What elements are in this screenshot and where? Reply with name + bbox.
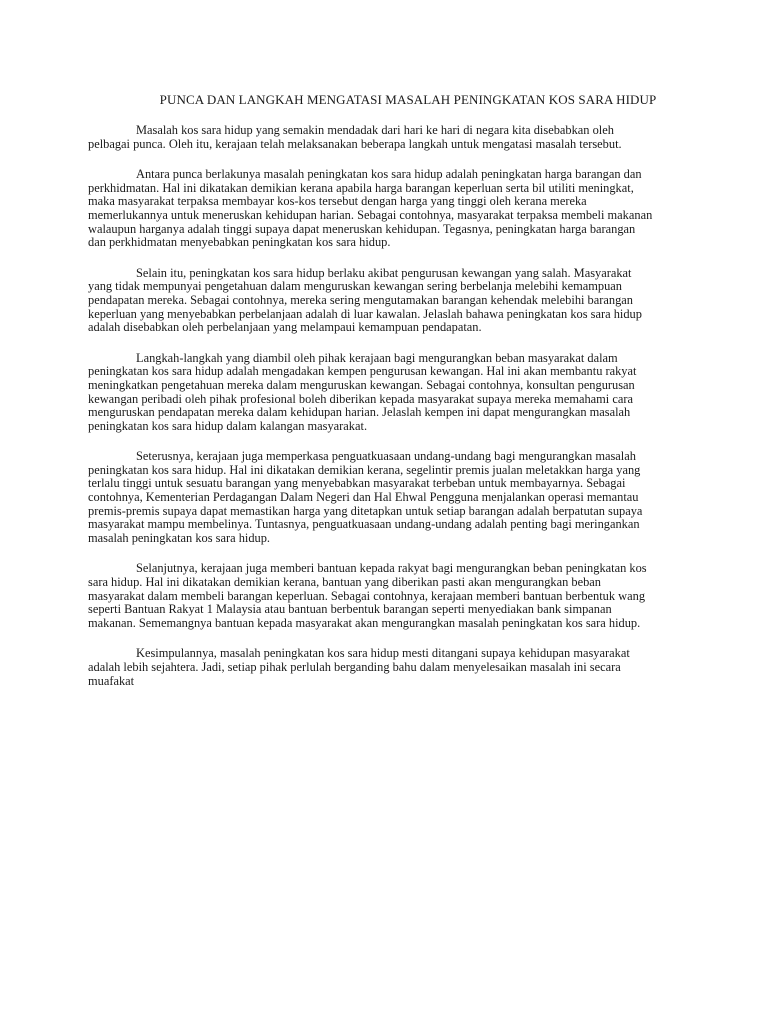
paragraph-step-law-enforcement: Seterusnya, kerajaan juga memperkasa penguatkuasaan undang-undang bagi mengurangkan masalah peningkatan kos sara hidup. Hal ini dikatakan demikian kerana, segelintir premis jualan meletakkan harga yang terlalu tinggi untuk sesuatu barangan yang menyebabkan masyarakat terbeban untuk membayarnya. Sebagai contohnya, Kementerian Perdagangan Dalam Negeri dan Hal Ehwal Pengguna menjalankan operasi memantau premis-premis supaya dapat memastikan harga yang ditetapkan untuk setiap barangan adalah berpatutan supaya masyarakat mampu membelinya. Tuntasnya, penguatkuasaan undang-undang adalah penting bagi meringankan masalah peningkatan kos sara hidup.	[88, 449, 643, 545]
paragraph-cause-financial-management: Selain itu, peningkatan kos sara hidup berlaku akibat pengurusan kewangan yang salah. Masyarakat yang tidak mempunyai pengetahuan dalam menguruskan kewangan sering berbelanja melebihi kemampuan pendapatan mereka. Sebagai contohnya, mereka sering mengutamakan barangan kehendak melebihi barangan keperluan yang menyebabkan perbelanjaan adalah di luar kawalan. Jelaslah bahawa peningkatan kos sara hidup adalah disebabkan oleh perbelanjaan yang melampaui kemampuan pendapatan.	[88, 265, 642, 335]
paragraph-step-aid: Selanjutnya, kerajaan juga memberi bantuan kepada rakyat bagi mengurangkan beban peningkatan kos sara hidup. Hal ini dikatakan demikian kerana, bantuan yang diberikan pasti akan mengurangkan beban masyarakat dalam membeli barangan keperluan. Sebagai contohnya, kerajaan memberi bantuan berbentuk wang seperti Bantuan Rakyat 1 Malaysia atau bantuan berbentuk barangan seperti menyediakan bank simpanan makanan. Sememangnya bantuan kepada masyarakat akan mengurangkan masalah peningkatan kos sara hidup.	[88, 561, 647, 630]
document-body	[88, 124, 654, 705]
paragraph-step-campaign: Langkah-langkah yang diambil oleh pihak kerajaan bagi mengurangkan beban masyarakat dalam peningkatan kos sara hidup adalah mengadakan kempen pengurusan kewangan. Hal ini akan membantu rakyat meningkatkan pengetahuan mereka dalam menguruskan kewangan. Sebagai contohnya, konsultan pengurusan kewangan peribadi oleh pihak profesional boleh diberikan kepada masyarakat supaya mereka memahami cara menguruskan pendapatan mereka dalam kehidupan harian. Jelaslah kempen ini dapat mengurangkan masalah peningkatan kos sara hidup dalam kalangan masyarakat.	[88, 350, 637, 433]
paragraph-introduction: Masalah kos sara hidup yang semakin mendadak dari hari ke hari di negara kita disebabkan oleh pelbagai punca. Oleh itu, kerajaan telah melaksanakan beberapa langkah untuk mengatasi masalah tersebut.	[88, 123, 622, 151]
paragraph-cause-prices: Antara punca berlakunya masalah peningkatan kos sara hidup adalah peningkatan harga barangan dan perkhidmatan. Hal ini dikatakan demikian kerana apabila harga barangan keperluan serta bil utiliti meningkat, maka masyarakat terpaksa membayar kos-kos tersebut dengan harga yang tinggi oleh kerana mereka memerlukannya untuk meneruskan kehidupan harian. Sebagai contohnya, masyarakat terpaksa membeli makanan walaupun harganya adalah tinggi supaya dapat meneruskan kehidupan. Tegasnya, peningkatan harga barangan dan perkhidmatan menyebabkan peningkatan kos sara hidup.	[88, 167, 653, 250]
document-title: PUNCA DAN LANGKAH MENGATASI MASALAH PENINGKATAN KOS SARA HIDUP	[159, 92, 657, 107]
paragraph-conclusion: Kesimpulannya, masalah peningkatan kos sara hidup mesti ditangani supaya kehidupan masyarakat adalah lebih sejahtera. Jadi, setiap pihak perlulah berganding bahu dalam menyelesaikan masalah ini secara muafakat	[88, 646, 630, 688]
